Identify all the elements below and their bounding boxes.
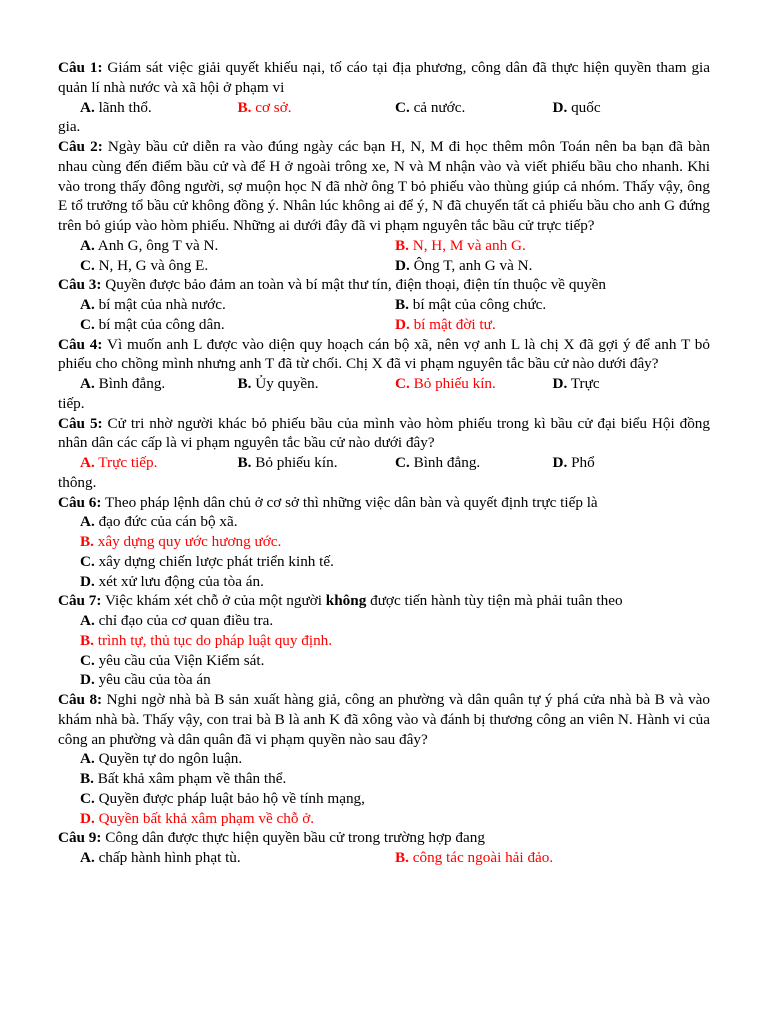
question-label: Câu 2: <box>58 138 103 155</box>
option-letter: B. <box>237 98 252 116</box>
option-text: bí mật của công chức. <box>412 296 547 313</box>
option-letter: D. <box>552 375 568 392</box>
options-group <box>58 453 710 473</box>
question-stem <box>58 828 710 848</box>
question-label: Câu 8: <box>58 691 103 708</box>
option-letter: C. <box>80 256 95 274</box>
option-letter: B. <box>395 236 409 254</box>
question-label: Câu 1: <box>58 59 103 76</box>
option-text: xét xử lưu động của tòa án. <box>98 572 264 590</box>
option-letter: D. <box>552 98 568 116</box>
option-letter: A. <box>80 375 95 392</box>
option-letter: D. <box>80 671 95 689</box>
option-letter: C. <box>80 651 95 669</box>
option-letter: C. <box>395 454 410 471</box>
question-label: Câu 5: <box>58 414 103 432</box>
option-text: bí mật của công dân. <box>98 315 225 333</box>
answer-option[interactable] <box>238 453 396 473</box>
answer-option[interactable] <box>553 98 711 118</box>
stem-fragment: không <box>325 592 367 610</box>
answer-option[interactable] <box>80 789 710 809</box>
answer-option[interactable] <box>395 315 710 335</box>
option-text: Bình đẳng. <box>413 454 481 471</box>
options-stack <box>58 749 710 828</box>
option-text: lãnh thổ. <box>98 98 152 116</box>
option-text: trình tự, thủ tục do pháp luật quy định. <box>97 631 333 649</box>
question-label: Câu 9: <box>58 829 102 847</box>
answer-option[interactable] <box>80 848 395 868</box>
question-stem-text: Cử tri nhờ người khác bỏ phiếu bầu của mình vào hòm phiếu trong kì bầu cử đại biểu Hội đồng nhân dân các cấp là vi phạm nguyên tắc bầu cử nào dưới đây? <box>58 414 710 452</box>
option-letter: D. <box>395 315 410 333</box>
option-letter: C. <box>395 98 410 116</box>
answer-option[interactable] <box>80 769 710 789</box>
options-row <box>58 315 710 335</box>
option-text: Quyền tự do ngôn luận. <box>98 750 243 768</box>
question-stem <box>58 58 710 98</box>
option-text: Trực tiếp. <box>98 454 158 471</box>
option-letter: B. <box>237 454 252 471</box>
option-letter: D. <box>552 454 568 471</box>
options-stack <box>58 512 710 591</box>
option-text: quốc <box>571 98 601 116</box>
answer-option[interactable] <box>395 236 710 256</box>
option-text: Trực <box>570 375 600 392</box>
option-letter: C. <box>395 375 410 392</box>
option-text: N, H, G và ông E. <box>98 256 209 274</box>
option-letter: B. <box>80 533 94 550</box>
option-letter: B. <box>80 631 94 649</box>
answer-option[interactable] <box>80 611 710 631</box>
question-label: Câu 6: <box>58 493 102 511</box>
option-letter: A. <box>80 513 95 531</box>
options-group <box>58 512 710 591</box>
options-row <box>58 453 710 473</box>
question <box>58 275 710 334</box>
answer-option[interactable] <box>238 98 396 118</box>
option-text: Quyền được pháp luật bảo hộ về tính mạng, <box>98 789 365 807</box>
answer-option[interactable] <box>395 374 553 394</box>
option-letter: D. <box>80 572 95 590</box>
option-letter: A. <box>80 236 95 254</box>
option-letter: A. <box>80 750 95 768</box>
option-text: Bình đẳng. <box>98 375 166 392</box>
option-letter: C. <box>80 789 95 807</box>
question <box>58 137 710 275</box>
option-text: Bỏ phiếu kín. <box>255 454 338 471</box>
question-stem-text: Ngày bầu cử diễn ra vào đúng ngày các bạn H, N, M đi học thêm môn Toán nên ba bạn đã bàn nhau cùng đến điểm bầu cử và để H ở ngoài trông xe, N và M nhận vào và viết phiếu bầu cho nhanh. Khi vào trong thấy đông người, sợ muộn học N đã nhờ ông T bỏ phiếu vào thùng giúp cả nhóm. Thấy vậy, ông E tổ trưởng tổ bầu cử không đồng ý. Nhân lúc không ai để ý, N đã chuyển tất cả phiếu bầu cho anh G đứng trên bỏ giúp vào hòm phiếu. Những ai dưới đây đã vi phạm nguyên tắc bầu cử trực tiếp? <box>58 138 710 234</box>
question-stem <box>58 591 710 611</box>
options-group <box>58 611 710 690</box>
option-letter: A. <box>80 849 95 866</box>
answer-option[interactable] <box>80 572 710 592</box>
option-text: đạo đức của cán bộ xã. <box>98 513 238 531</box>
question <box>58 414 710 493</box>
question-list <box>58 58 710 868</box>
option-text: Quyền bất khả xâm phạm về chỗ ở. <box>98 809 315 827</box>
question-stem-text: Công dân được thực hiện quyền bầu cử trong trường hợp đang <box>105 829 485 847</box>
option-text: bí mật của nhà nước. <box>98 296 226 313</box>
stem-fragment: Việc khám xét chỗ ở của một người <box>105 592 326 610</box>
question-stem <box>58 275 710 295</box>
answer-option[interactable] <box>395 295 710 315</box>
answer-option[interactable] <box>80 670 710 690</box>
option-text: chỉ đạo của cơ quan điều tra. <box>98 612 274 629</box>
question-stem <box>58 690 710 749</box>
option-text: Bỏ phiếu kín. <box>413 375 496 392</box>
answer-option[interactable] <box>395 848 710 868</box>
options-group <box>58 374 710 394</box>
option-text: yêu cầu của Viện Kiểm sát. <box>98 651 265 669</box>
answer-option[interactable] <box>80 256 395 276</box>
option-letter: B. <box>395 296 409 313</box>
question-stem <box>58 493 710 513</box>
options-row <box>58 295 710 315</box>
answer-option[interactable] <box>395 98 553 118</box>
answer-option[interactable] <box>80 295 395 315</box>
option-letter: A. <box>80 296 95 313</box>
options-group <box>58 98 710 118</box>
answer-option[interactable] <box>80 374 238 394</box>
option-text: xây dựng chiến lược phát triển kinh tế. <box>98 552 334 570</box>
option-text: N, H, M và anh G. <box>412 236 526 254</box>
option-text: công tác ngoài hải đảo. <box>412 849 554 866</box>
option-text: cả nước. <box>413 98 466 116</box>
option-wrapped-tail: thông. <box>58 473 97 491</box>
question-stem-text: Giám sát việc giải quyết khiếu nại, tố cáo tại địa phương, công dân đã thực hiện quyền tham gia quản lí nhà nước và xã hội ở phạm vi <box>58 59 710 96</box>
answer-option[interactable] <box>395 256 710 276</box>
option-wrapped-tail: tiếp. <box>58 394 85 412</box>
options-row <box>58 236 710 256</box>
option-letter: D. <box>80 809 95 827</box>
answer-option[interactable] <box>80 98 238 118</box>
option-text: Ông T, anh G và N. <box>413 256 533 274</box>
option-letter: D. <box>395 256 410 274</box>
option-text: cơ sở. <box>255 98 292 116</box>
answer-option[interactable] <box>238 374 396 394</box>
option-letter: A. <box>80 454 95 471</box>
answer-option[interactable] <box>80 315 395 335</box>
answer-option[interactable] <box>80 631 710 651</box>
question <box>58 591 710 690</box>
option-text: bí mật đời tư. <box>413 315 496 333</box>
question <box>58 493 710 592</box>
option-text: Phổ <box>571 454 595 471</box>
options-row <box>58 374 710 394</box>
option-text: chấp hành hình phạt tù. <box>98 849 241 866</box>
answer-option[interactable] <box>553 453 711 473</box>
option-letter: A. <box>80 98 95 116</box>
option-text: Anh G, ông T và N. <box>97 236 219 254</box>
options-group <box>58 295 710 335</box>
question-stem-text: Nghi ngờ nhà bà B sản xuất hàng giả, công an phường và dân quân tự ý phá cửa nhà bà B và vào khám nhà bà. Thấy vậy, con trai bà B là anh K đã xông vào và đánh bị thương công an viên N. Hành vi của công an phường và dân quân đã vi phạm quyền nào sau đây? <box>58 691 710 748</box>
options-row <box>58 256 710 276</box>
options-stack <box>58 611 710 690</box>
option-letter: C. <box>80 552 95 570</box>
question <box>58 335 710 414</box>
option-letter: C. <box>80 315 95 333</box>
answer-option[interactable] <box>80 809 710 829</box>
option-wrapped-tail: gia. <box>58 118 81 136</box>
option-text: xây dựng quy ước hương ước. <box>97 533 282 550</box>
options-row <box>58 848 710 868</box>
answer-option[interactable] <box>80 552 710 572</box>
question <box>58 690 710 828</box>
stem-fragment: được tiến hành tùy tiện mà phải tuân theo <box>366 592 623 610</box>
question-stem-text: Vì muốn anh L được vào diện quy hoạch cán bộ xã, nên vợ anh L là chị X đã gợi ý để anh T bỏ phiếu cho chồng mình nhưng anh T đã từ chối. Chị X đã vi phạm nguyên tắc bầu cử nào dưới đây? <box>58 335 710 373</box>
option-letter: B. <box>395 849 409 866</box>
answer-option[interactable] <box>80 532 710 552</box>
question-label: Câu 3: <box>58 276 102 294</box>
question <box>58 58 710 137</box>
question-stem-text <box>105 592 623 609</box>
answer-option[interactable] <box>80 651 710 671</box>
options-group <box>58 236 710 276</box>
option-text: Ủy quyền. <box>255 375 319 392</box>
option-letter: B. <box>80 770 94 787</box>
option-text: yêu cầu của tòa án <box>98 671 211 689</box>
options-group <box>58 749 710 828</box>
options-row <box>58 98 710 118</box>
answer-option[interactable] <box>395 453 553 473</box>
question-label: Câu 4: <box>58 335 103 353</box>
question <box>58 828 710 868</box>
question-stem-text: Theo pháp lệnh dân chủ ở cơ sở thì những việc dân bàn và quyết định trực tiếp là <box>105 493 598 511</box>
answer-option[interactable] <box>80 453 238 473</box>
question-stem <box>58 137 710 236</box>
answer-option[interactable] <box>80 236 395 256</box>
option-letter: A. <box>80 612 95 629</box>
question-stem-text: Quyền được bảo đảm an toàn và bí mật thư tín, điện thoại, điện tín thuộc về quyền <box>105 276 606 294</box>
answer-option[interactable] <box>80 512 710 532</box>
answer-option[interactable] <box>553 374 711 394</box>
option-letter: B. <box>237 375 252 392</box>
question-stem <box>58 414 710 454</box>
option-text: Bất khả xâm phạm về thân thể. <box>97 770 287 787</box>
question-label: Câu 7: <box>58 592 102 610</box>
options-group <box>58 848 710 868</box>
question-stem <box>58 335 710 375</box>
answer-option[interactable] <box>80 749 710 769</box>
